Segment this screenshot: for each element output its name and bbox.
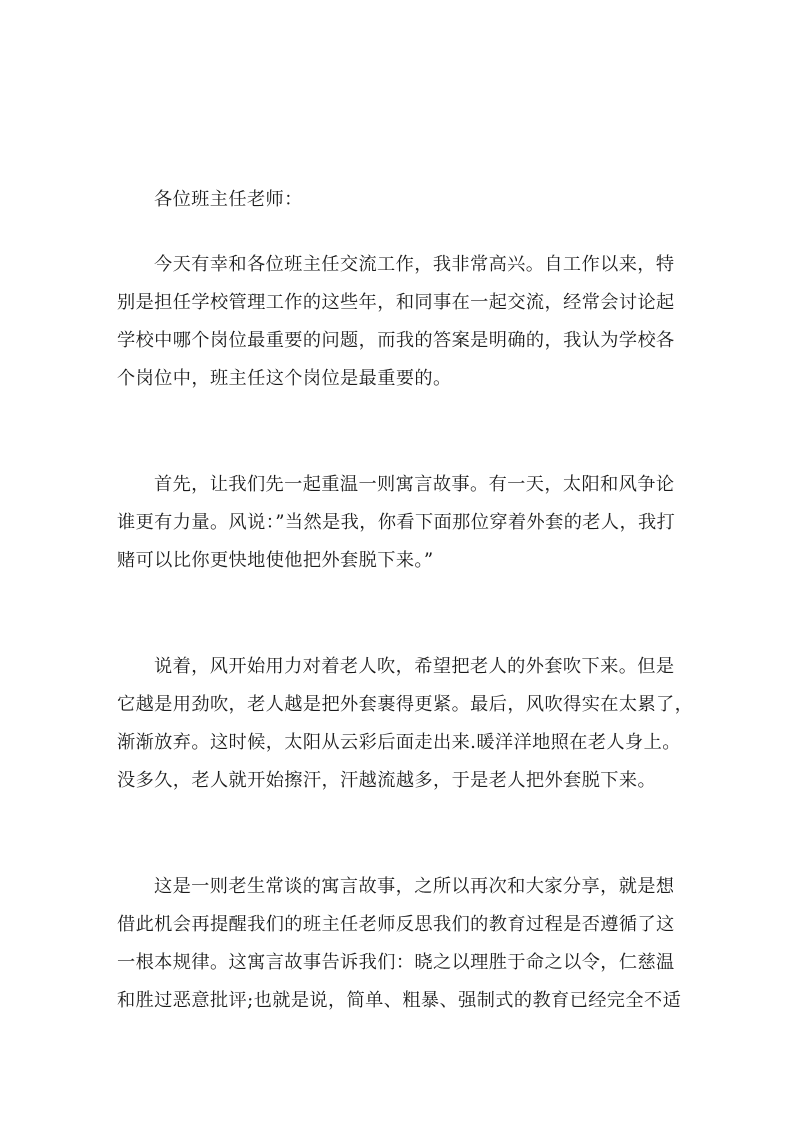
salutation: 各位班主任老师：: [154, 189, 303, 210]
paragraph-line: 它越是用劲吹，老人越是把外套裹得更紧。最后，风吹得实在太累了，: [117, 694, 694, 715]
paragraph-line: 今天有幸和各位班主任交流工作，我非常高兴。自工作以来，特: [154, 254, 675, 275]
paragraph-line: 别是担任学校管理工作的这些年，和同事在一起交流，经常会讨论起: [117, 292, 675, 313]
paragraph-line: 谁更有力量。风说：”当然是我，你看下面那位穿着外套的老人，我打: [117, 512, 676, 533]
paragraph-line: 个岗位中，班主任这个岗位是最重要的。: [117, 368, 452, 389]
paragraph-line: 说着，风开始用力对着老人吹，希望把老人的外套吹下来。但是: [154, 656, 675, 677]
paragraph-line: 首先，让我们先一起重温一则寓言故事。有一天，太阳和风争论: [154, 474, 675, 495]
paragraph-line: 和胜过恶意批评;也就是说，简单、粗暴、强制式的教育已经完全不适: [117, 990, 682, 1011]
paragraph-line: 没多久，老人就开始擦汗，汗越流越多，于是老人把外套脱下来。: [117, 770, 657, 791]
paragraph-line: 学校中哪个岗位最重要的问题，而我的答案是明确的，我认为学校各: [117, 330, 675, 351]
paragraph-line: 渐渐放弃。这时候，太阳从云彩后面走出来.暖洋洋地照在老人身上。: [117, 732, 681, 753]
paragraph-line: 这是一则老生常谈的寓言故事，之所以再次和大家分享，就是想: [154, 876, 675, 897]
paragraph-line: 赌可以比你更快地使他把外套脱下来。”: [117, 550, 434, 571]
paragraph-line: 借此机会再提醒我们的班主任老师反思我们的教育过程是否遵循了这: [117, 914, 675, 935]
paragraph-line: 一根本规律。这寓言故事告诉我们：晓之以理胜于命之以令，仁慈温: [117, 952, 675, 973]
